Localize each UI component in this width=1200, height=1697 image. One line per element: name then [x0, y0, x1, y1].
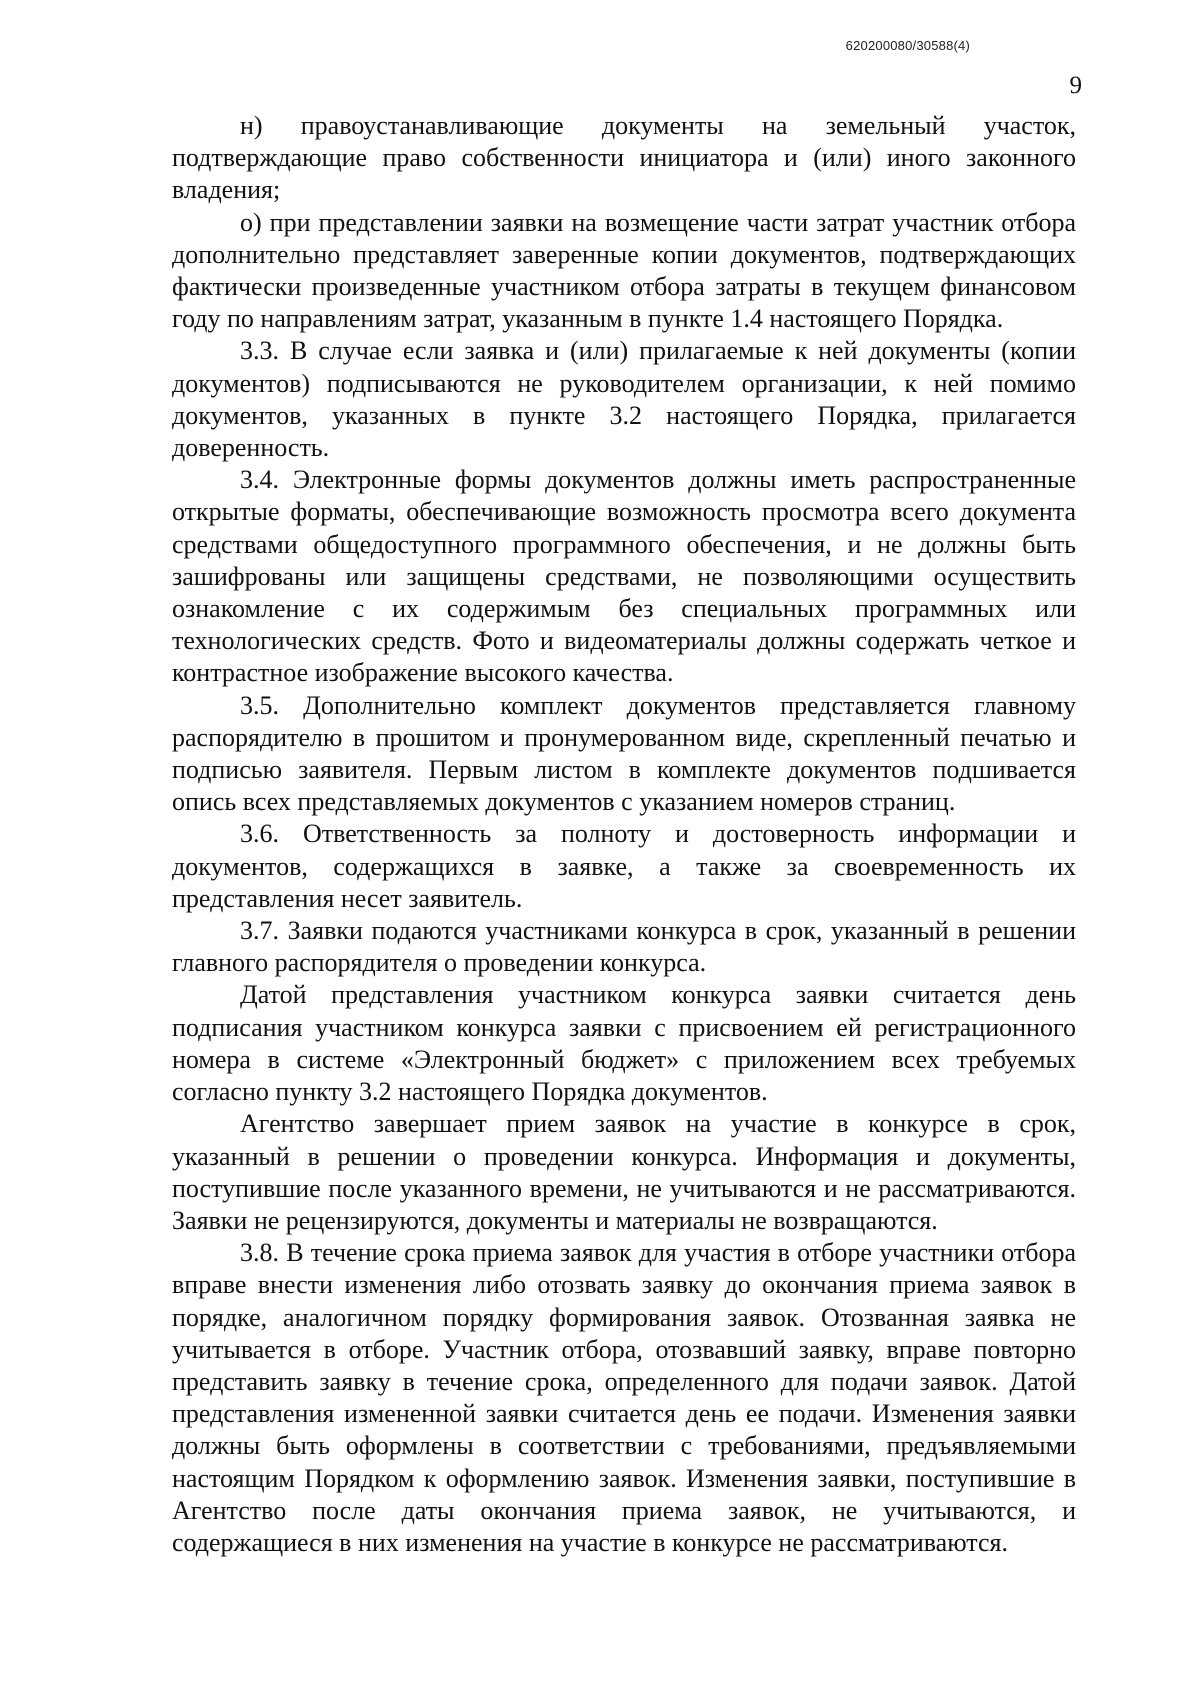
paragraph-3-8: 3.8. В течение срока приема заявок для участия в отборе участники отбора вправе внести изменения либо отозвать заявку до окончания приема заявок в порядке, аналогичном порядку формирования заявок. Отозванная заявка не учитывается в отборе. Участник отбора, отозвавший заявку, вправе повторно представить заявку в течение срока, определенного для подачи заявок. Датой представления измененной заявки считается день ее подачи. Изменения заявки должны быть оформлены в соответствии с требованиями, предъявляемыми настоящим Порядком к оформлению заявок. Изменения заявки, поступившие в Агентство после даты окончания приема заявок, не учитываются, и содержащиеся в них изменения на участие в конкурсе не рассматриваются. — [172, 1238, 1076, 1557]
document-code: 620200080/30588(4) — [845, 38, 970, 53]
paragraph-agency-acceptance: Агентство завершает прием заявок на участие в конкурсе в срок, указанный в решении о проведении конкурса. Информация и документы, поступившие после указанного времени, не учитываются и не рассматриваются. Заявки не рецензируются, документы и материалы не возвращаются. — [172, 1109, 1076, 1235]
paragraph-3-5: 3.5. Дополнительно комплект документов представляется главному распорядителю в прошитом и пронумерованном виде, скрепленный печатью и подписью заявителя. Первым листом в комплекте документов подшивается опись всех представляемых документов с указанием номеров страниц. — [172, 690, 1076, 817]
paragraph-3-3: 3.3. В случае если заявка и (или) прилагаемые к ней документы (копии документов) подписываются не руководителем организации, к ней помимо документов, указанных в пункте 3.2 настоящего Порядка, прилагается доверенность. — [172, 336, 1076, 463]
paragraph-o: о) при представлении заявки на возмещение части затрат участник отбора дополнительно представляет заверенные копии документов, подтверждающих фактически произведенные участником отбора затраты в текущем финансовом году по направлениям затрат, указанным в пункте 1.4 настоящего Порядка. — [172, 207, 1076, 334]
paragraph-n: н) правоустанавливающие документы на земельный участок, подтверждающие право собственности инициатора и (или) иного законного владения; — [172, 111, 1076, 205]
page-number: 9 — [1069, 72, 1082, 99]
paragraph-3-7: 3.7. Заявки подаются участниками конкурса в срок, указанный в решении главного распорядителя о проведении конкурса. — [172, 916, 1076, 978]
paragraph-3-4: 3.4. Электронные формы документов должны иметь распространенные открытые форматы, обеспечивающие возможность просмотра всего документа средствами общедоступного программного обеспечения, и не должны быть зашифрованы или защищены средствами, не позволяющими осуществить ознакомление с их содержимым без специальных программных или технологических средств. Фото и видеоматериалы должны содержать четкое и контрастное изображение высокого качества. — [172, 465, 1076, 688]
document-body — [172, 110, 1076, 1559]
paragraph-3-6: 3.6. Ответственность за полноту и достоверность информации и документов, содержащихся в заявке, а также за своевременность их представления несет заявитель. — [172, 819, 1076, 913]
paragraph-submission-date: Датой представления участником конкурса заявки считается день подписания участником конкурса заявки с присвоением ей регистрационного номера в системе «Электронный бюджет» с приложением всех требуемых согласно пункту 3.2 настоящего Порядка документов. — [172, 980, 1076, 1107]
